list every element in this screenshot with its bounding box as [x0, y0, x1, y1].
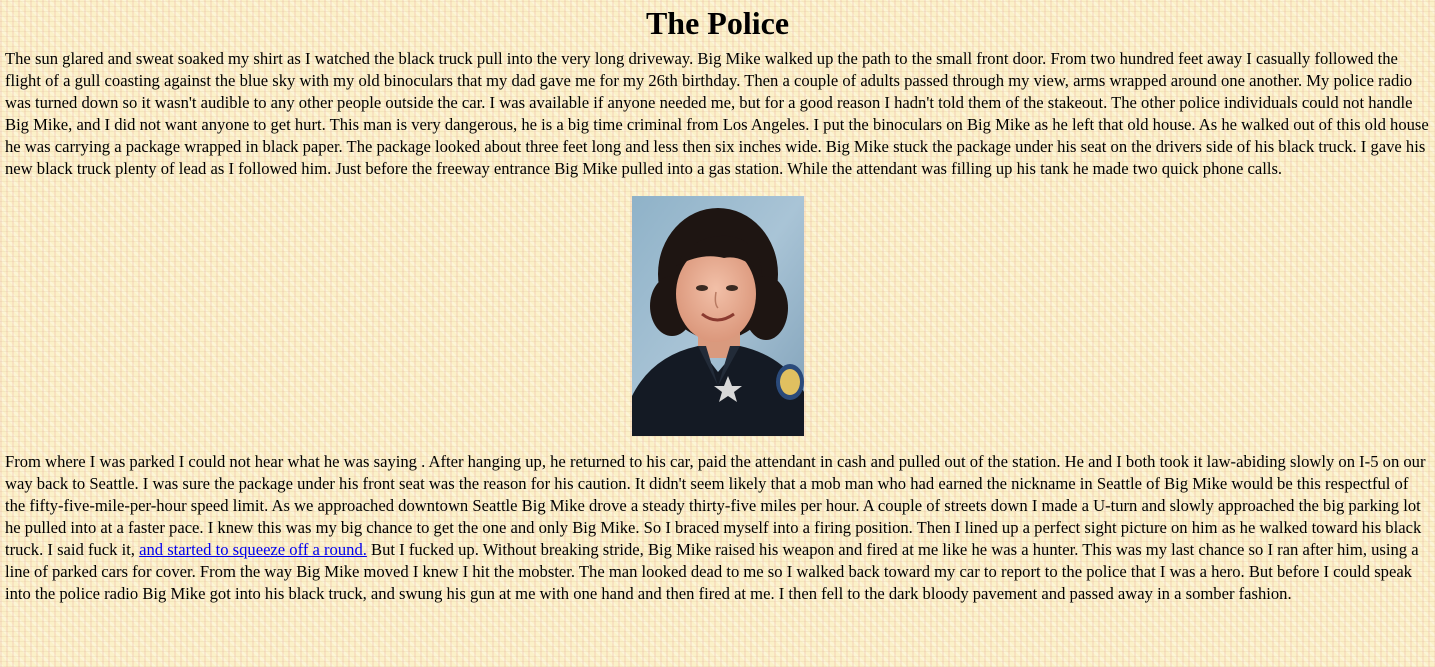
squeeze-off-round-link[interactable]: and started to squeeze off a round.: [139, 540, 367, 559]
photo-container: [5, 196, 1430, 436]
police-officer-portrait-photo: [632, 196, 804, 436]
story-paragraph-2: [5, 451, 1430, 605]
page: [0, 4, 1435, 605]
page-title: The Police: [645, 5, 790, 41]
story-paragraph-1: The sun glared and sweat soaked my shirt as I watched the black truck pull into the very long driveway. Big Mike walked up the path to the small front door. From two hundred feet away I casually followed the flight of a gull coasting against the blue sky with my old binoculars that my dad gave me for my 26th birthday. Then a couple of adults passed through my view, arms wrapped around one another. My police radio was turned down so it wasn't audible to any other people outside the car. I was available if anyone needed me, but for a good reason I hadn't told them of the stakeout. The other police individuals could not handle Big Mike, and I did not want anyone to get hurt. This man is very dangerous, he is a big time criminal from Los Angeles. I put the binoculars on Big Mike as he left that old house. As he walked out of this old house he was carrying a package wrapped in black paper. The package looked about three feet long and less then six inches wide. Big Mike stuck the package under his seat on the drivers side of his black truck. I gave his new black truck plenty of lead as I followed him. Just before the freeway entrance Big Mike pulled into a gas station. While the attendant was filling up his tank he made two quick phone calls.: [5, 49, 1429, 178]
paragraph-2-text-after-link: But I fucked up. Without breaking stride, Big Mike raised his weapon and fired at me like he was a hunter. This was my last chance so I ran after him, using a line of parked cars for cover. From the way Big Mike moved I knew I hit the mobster. The man looked dead to me so I walked back toward my car to report to the police that I was a hero. But before I could speak into the police radio Big Mike got into his black truck, and swung his gun at me with one hand and then fired at me. I then fell to the dark bloody pavement and passed away in a somber fashion.: [5, 540, 1419, 603]
paragraph-2-text-before-link: From where I was parked I could not hear what he was saying . After hanging up, he returned to his car, paid the attendant in cash and pulled out of the station. He and I both took it law-abiding slowly on I-5 on our way back to Seattle. I was sure the package under his front seat was the reason for his caution. It didn't seem likely that a mob man who had earned the nickname in Seattle of Big Mike would be this respectful of the fifty-five-mile-per-hour speed limit. As we approached downtown Seattle Big Mike drove a steady thirty-five miles per hour. A couple of streets down I made a U-turn and slowly approached the big parking lot he pulled into at a faster pace. I knew this was my big chance to get the one and only Big Mike. So I braced myself into a firing position. Then I lined up a perfect sight picture on him as he walked toward his black truck. I said fuck it,: [5, 452, 1426, 559]
